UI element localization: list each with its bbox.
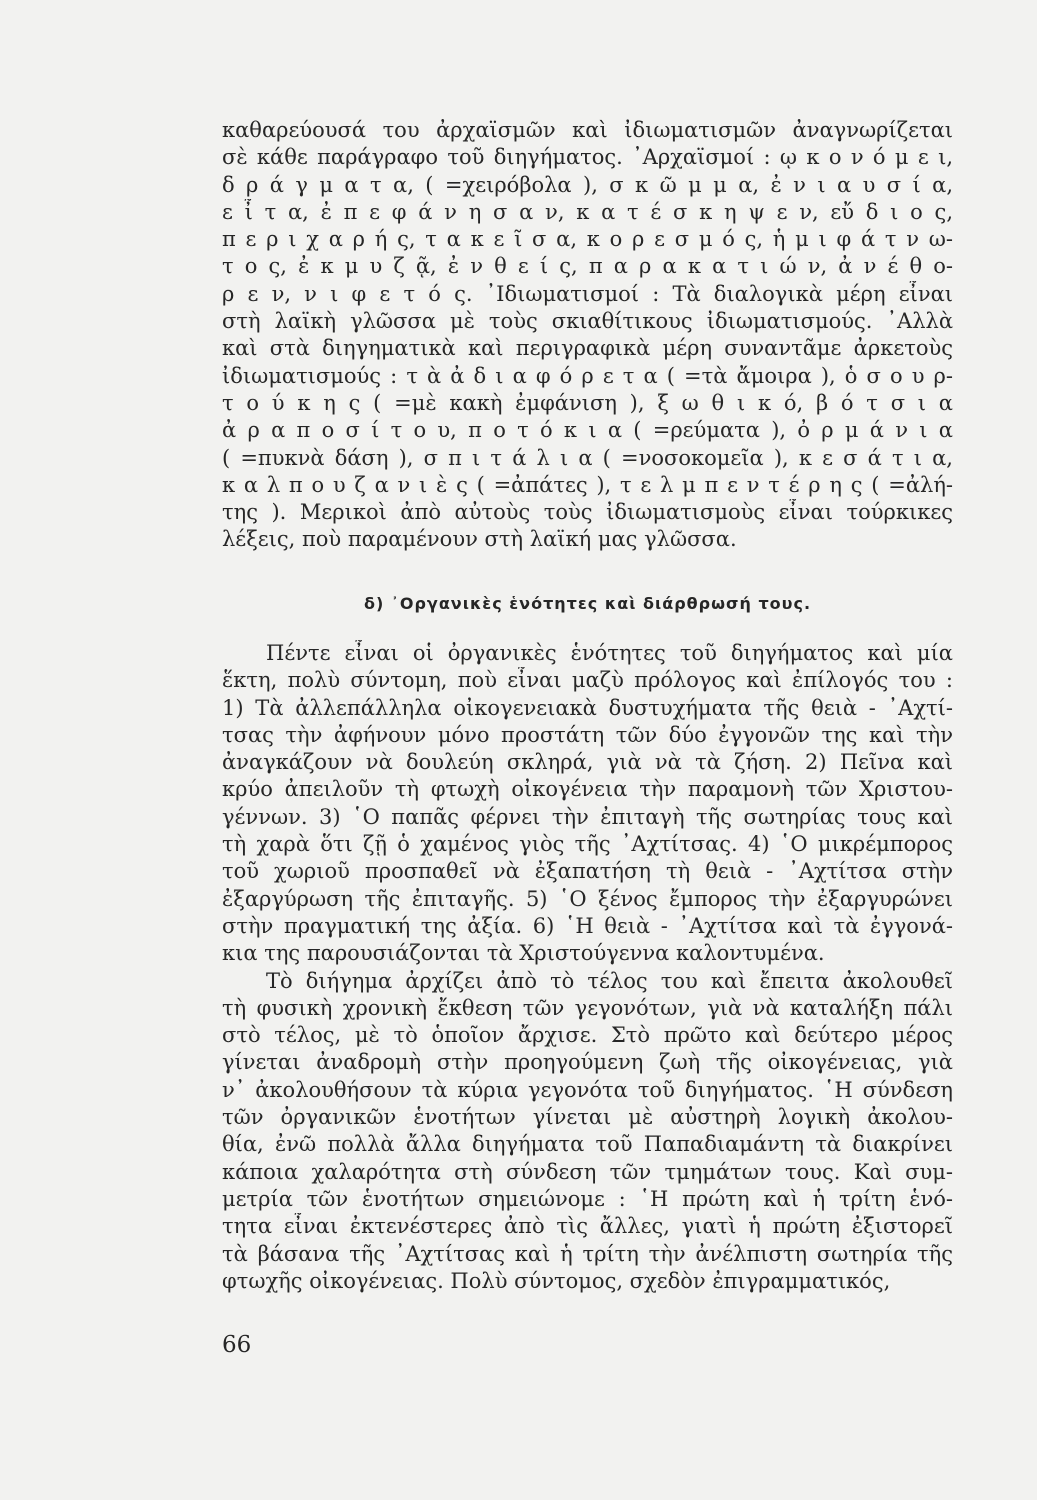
text-line: στὸ τέλος, μὲ τὸ ὁποῖον ἄρχισε. Στὸ πρῶτο καὶ δεύτερο μέρος <box>222 1023 953 1048</box>
text-line: σὲ κάθε παράγραφο τοῦ διηγήματος. ᾿Αρχαϊσμοί : ῳ κ ο ν ό μ ε ι, <box>222 145 953 170</box>
text-line: ἰδιωματισμούς : τ ὰ ἀ δ ι α φ ό ρ ε τ α ( =τὰ ἄμοιρα ), ὁ σ ο υ ρ- <box>222 363 953 388</box>
text-line: κ α λ π ο υ ζ α ν ι ὲ ς ( =ἀπάτες ), τ ε λ μ π ε ν τ έ ρ η ς ( =ἀλή- <box>222 472 953 497</box>
text-line: φτωχῆς οἰκογένειας. Πολὺ σύντομος, σχεδὸν ἐπιγραμματικός, <box>222 1268 891 1293</box>
text-line: θία, ἐνῶ πολλὰ ἄλλα διηγήματα τοῦ Παπαδιαμάντη τὰ διακρίνει <box>222 1132 953 1157</box>
text-line: τοῦ χωριοῦ προσπαθεῖ νὰ ἐξαπατήση τὴ θειὰ - ᾿Αχτίτσα στὴν <box>222 859 953 884</box>
paragraph-archaisms-idioms <box>222 117 953 554</box>
paragraph-organic-units <box>222 640 953 1295</box>
page-number: 66 <box>222 1332 252 1358</box>
text-line: λέξεις, ποὺ παραμένουν στὴ λαϊκή μας γλῶσσα. <box>222 527 737 552</box>
text-line: Πέντε εἶναι οἱ ὀργανικὲς ἑνότητες τοῦ διηγήματος καὶ μία <box>266 641 953 665</box>
text-line: τητα εἶναι ἐκτενέστερες ἀπὸ τὶς ἄλλες, γιατὶ ἡ πρώτη ἐξιστορεῖ <box>222 1214 953 1239</box>
text-line: τὴ φυσικὴ χρονικὴ ἔκθεση τῶν γεγονότων, γιὰ νὰ καταλήξη πάλι <box>222 995 953 1020</box>
text-line: ἀ ρ α π ο σ ί τ ο υ, π ο τ ό κ ι α ( =ρεύματα ), ὀ ρ μ ά ν ι α <box>222 418 953 443</box>
text-line: στὴν πραγματική της ἀξία. 6) ῾Η θειὰ - ᾿Αχτίτσα καὶ τὰ ἐγγονά- <box>222 913 953 938</box>
text-line: κάποια χαλαρότητα στὴ σύνδεση τῶν τμημάτων τους. Καὶ συμ- <box>222 1159 953 1184</box>
section-heading: δ) ᾿Οργανικὲς ἑνότητες καὶ διάρθρωσή τους. <box>363 594 812 613</box>
text-line: ἐξαργύρωση τῆς ἐπιταγῆς. 5) ῾Ο ξένος ἔμπορος τὴν ἐξαργυρώνει <box>222 886 953 911</box>
text-line: Τὸ διήγημα ἀρχίζει ἀπὸ τὸ τέλος του καὶ ἔπειτα ἀκολουθεῖ <box>266 968 953 993</box>
text-line: γίνεται ἀναδρομὴ στὴν προηγούμενη ζωὴ τῆς οἰκογένειας, γιὰ <box>222 1050 953 1075</box>
text-line: ( =πυκνὰ δάση ), σ π ι τ ά λ ι α ( =νοσοκομεῖα ), κ ε σ ά τ ι α, <box>222 445 953 470</box>
text-line: μετρία τῶν ἑνοτήτων σημειώνομε : ῾Η πρώτη καὶ ἡ τρίτη ἑνό- <box>222 1186 953 1211</box>
text-line: τῶν ὀργανικῶν ἑνοτήτων γίνεται μὲ αὐστηρὴ λογικὴ ἀκολου- <box>222 1105 953 1130</box>
text-line: τὴ χαρὰ ὅτι ζῇ ὁ χαμένος γιὸς τῆς ᾿Αχτίτσας. 4) ῾Ο μικρέμπορος <box>222 832 953 857</box>
text-line: τὰ βάσανα τῆς ᾿Αχτίτσας καὶ ἡ τρίτη τὴν ἀνέλπιστη σωτηρία τῆς <box>222 1241 953 1266</box>
text-line: ρ ε ν, ν ι φ ε τ ό ς. ᾿Ιδιωματισμοί : Τὰ διαλογικὰ μέρη εἶναι <box>222 281 953 306</box>
text-line: κρύο ἀπειλοῦν τὴ φτωχὴ οἰκογένεια τὴν παραμονὴ τῶν Χριστου- <box>222 777 953 802</box>
text-line: κια της παρουσιάζονται τὰ Χριστούγεννα καλοντυμένα. <box>222 941 825 966</box>
text-line: ἕκτη, πολὺ σύντομη, ποὺ εἶναι μαζὺ πρόλογος καὶ ἐπίλογός του : <box>222 668 953 693</box>
text-line: ν᾿ ἀκολουθήσουν τὰ κύρια γεγονότα τοῦ διηγήματος. ῾Η σύνδεση <box>222 1077 953 1102</box>
text-line: της ). Μερικοὶ ἀπὸ αὐτοὺς τοὺς ἰδιωματισμοὺς εἶναι τούρκικες <box>222 500 953 525</box>
text-line: τσας τὴν ἀφήνουν μόνο προστάτη τῶν δύο ἐγγονῶν της καὶ τὴν <box>222 722 953 747</box>
text-line: π ε ρ ι χ α ρ ή ς, τ α κ ε ῖ σ α, κ ο ρ ε σ μ ό ς, ἡ μ ι φ ά τ ν ω- <box>222 227 953 252</box>
text-line: στὴ λαϊκὴ γλῶσσα μὲ τοὺς σκιαθίτικους ἰδιωματισμούς. ᾿Αλλὰ <box>222 309 953 334</box>
text-line: καὶ στὰ διηγηματικὰ καὶ περιγραφικὰ μέρη συναντᾶμε ἀρκετοὺς <box>222 336 953 361</box>
text-line: ἀναγκάζουν νὰ δουλεύη σκληρά, γιὰ νὰ τὰ ζήση. 2) Πεῖνα καὶ <box>222 750 953 775</box>
text-line: 1) Τὰ ἀλλεπάλληλα οἰκογενειακὰ δυστυχήματα τῆς θειὰ - ᾿Αχτί- <box>222 695 953 720</box>
text-line: γέννων. 3) ῾Ο παπᾶς φέρνει τὴν ἐπιταγὴ τῆς σωτηρίας τους καὶ <box>222 804 953 829</box>
text-line: τ ο ύ κ η ς ( =μὲ κακὴ ἐμφάνιση ), ξ ω θ ι κ ό, β ό τ σ ι α <box>222 390 953 415</box>
text-line: δ ρ ά γ μ α τ α, ( =χειρόβολα ), σ κ ῶ μ μ α, ἐ ν ι α υ σ ί α, <box>222 172 953 197</box>
text-line: ε ἶ τ α, ἐ π ε φ ά ν η σ α ν, κ α τ έ σ κ η ψ ε ν, εὔ δ ι ο ς, <box>222 199 953 224</box>
text-line: τ ο ς, ἐ κ μ υ ζ ᾷ, ἐ ν θ ε ί ς, π α ρ α κ α τ ι ώ ν, ἀ ν έ θ ο- <box>222 254 953 279</box>
text-line: καθαρεύουσά του ἀρχαϊσμῶν καὶ ἰδιωματισμῶν ἀναγνωρίζεται <box>222 118 953 142</box>
